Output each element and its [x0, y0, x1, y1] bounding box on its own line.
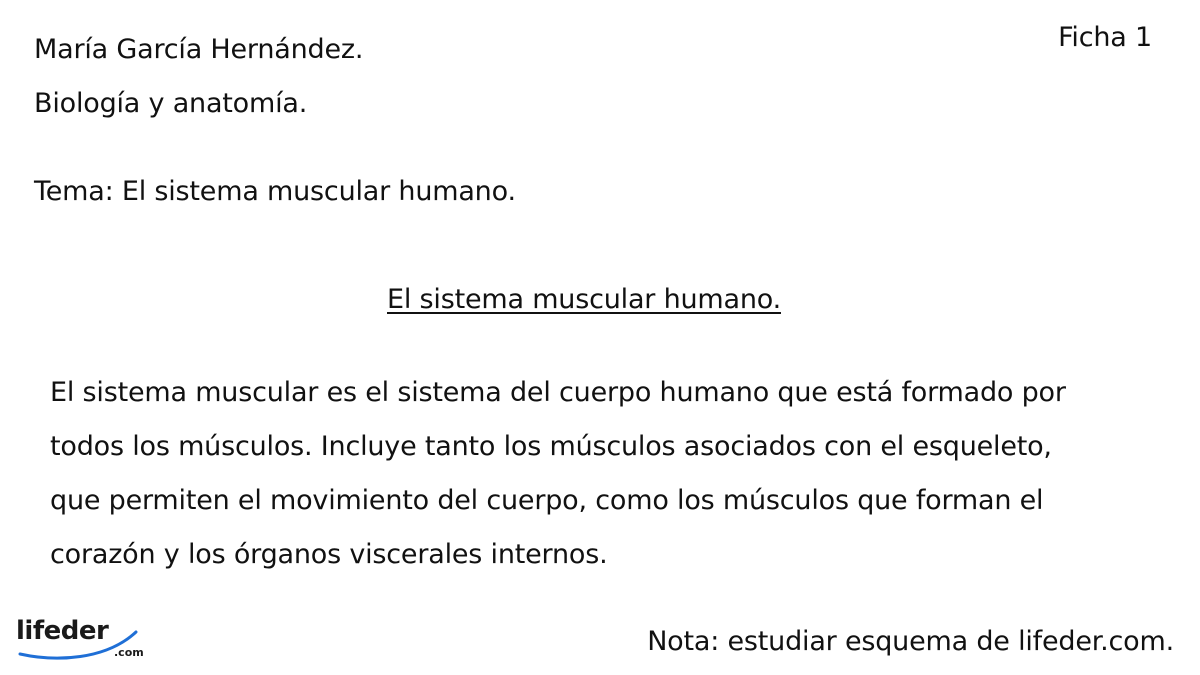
body-paragraph [50, 366, 1160, 582]
lifeder-logo [16, 616, 156, 664]
paragraph-line: que permiten el movimiento del cuerpo, como los músculos que forman el [50, 485, 1044, 516]
author-name: María García Hernández. [34, 34, 364, 65]
section-heading: El sistema muscular humano. [387, 284, 781, 315]
logo-word: lifeder [16, 616, 109, 646]
paragraph-line: todos los músculos. Incluye tanto los músculos asociados con el esqueleto, [50, 431, 1052, 462]
subject-line: Biología y anatomía. [34, 88, 308, 119]
logo-domain: .com [114, 646, 144, 659]
card-number: Ficha 1 [1058, 22, 1152, 53]
footer-note: Nota: estudiar esquema de lifeder.com. [647, 626, 1174, 657]
topic-line: Tema: El sistema muscular humano. [34, 176, 516, 207]
paragraph-line: El sistema muscular es el sistema del cuerpo humano que está formado por [50, 377, 1066, 408]
paragraph-line: corazón y los órganos viscerales internos. [50, 539, 608, 570]
